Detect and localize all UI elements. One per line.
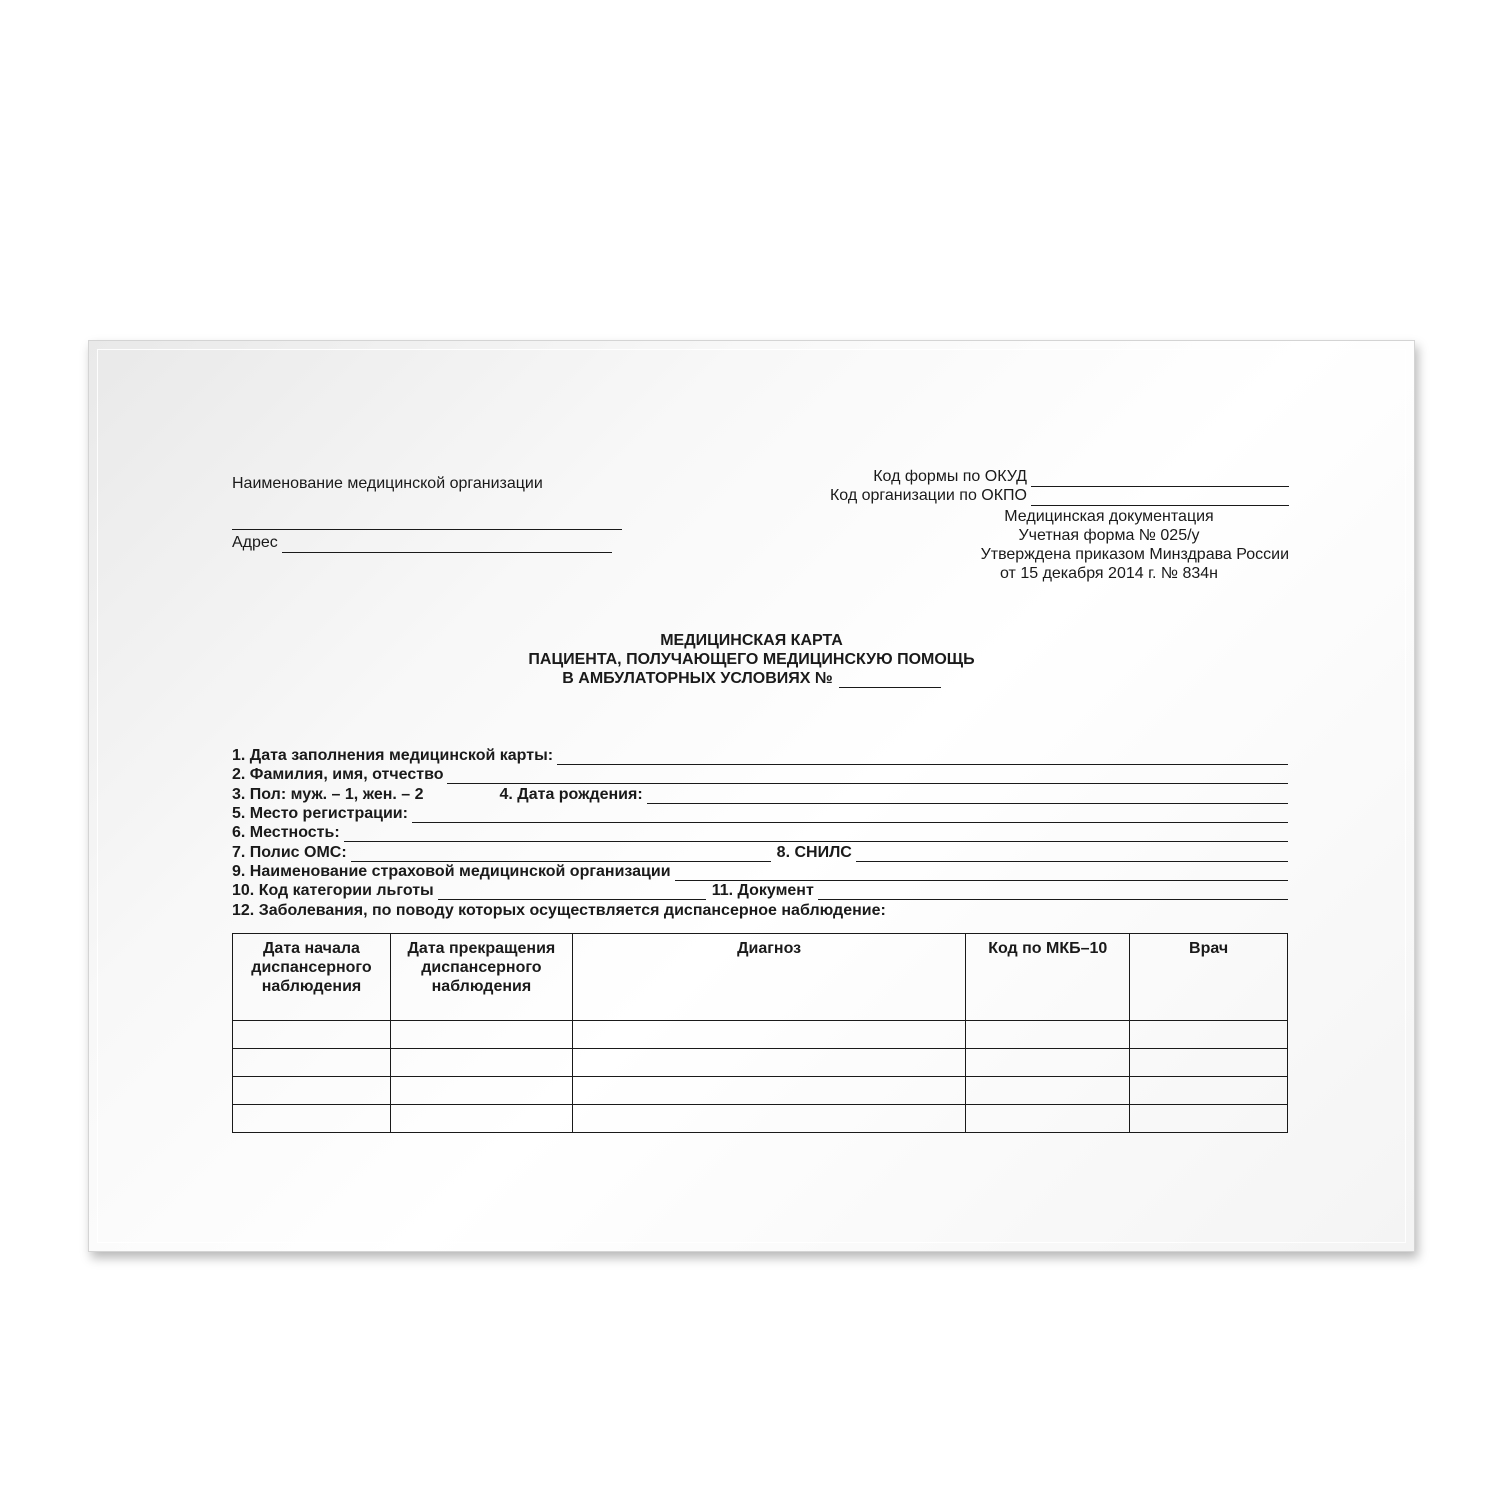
field-insurer-input[interactable] <box>675 866 1288 881</box>
okpo-label: Код организации по ОКПО <box>829 487 1027 504</box>
field-benefit-label: 10. Код категории льготы <box>232 882 434 899</box>
field-document-input[interactable] <box>818 885 1288 900</box>
address-row <box>232 533 612 553</box>
field-locality-label: 6. Местность: <box>232 824 340 841</box>
field-diseases-label: 12. Заболевания, по поводу которых осуществляется диспансерное наблюдение: <box>232 902 886 919</box>
okud-field[interactable] <box>1031 472 1289 487</box>
table-cell[interactable] <box>233 1077 391 1105</box>
title-line-2: ПАЦИЕНТА, ПОЛУЧАЮЩЕГО МЕДИЦИНСКУЮ ПОМОЩЬ <box>528 651 975 668</box>
form-sheet <box>88 340 1415 1252</box>
field-sex-birth <box>232 785 1288 804</box>
field-sex-label: 3. Пол: муж. – 1, жен. – 2 <box>232 786 424 803</box>
address-field[interactable] <box>282 538 612 553</box>
field-oms-snils <box>232 843 1288 862</box>
field-oms-input[interactable] <box>351 847 771 862</box>
table-cell[interactable] <box>390 1105 572 1133</box>
table-cell[interactable] <box>572 1049 965 1077</box>
table-cell[interactable] <box>233 1049 391 1077</box>
org-name-line[interactable] <box>232 529 622 530</box>
card-number-label: В АМБУЛАТОРНЫХ УСЛОВИЯХ № <box>562 670 833 687</box>
table-cell[interactable] <box>233 1105 391 1133</box>
card-number-field[interactable] <box>839 673 941 688</box>
field-document-label: 11. Документ <box>711 882 814 899</box>
field-fill-date-input[interactable] <box>557 750 1288 765</box>
col-end-date: Дата прекращения диспансерного наблюдения <box>390 934 572 1021</box>
field-birth-date-input[interactable] <box>647 789 1288 804</box>
field-snils-input[interactable] <box>856 847 1288 862</box>
okpo-row <box>789 486 1289 506</box>
col-icd10: Код по МКБ–10 <box>966 934 1130 1021</box>
okpo-field[interactable] <box>1031 491 1289 506</box>
table-cell[interactable] <box>966 1105 1130 1133</box>
org-name-label: Наименование медицинской организации <box>232 475 543 492</box>
approved-date: от 15 декабря 2014 г. № 834н <box>1000 565 1218 582</box>
field-full-name <box>232 765 1288 784</box>
field-fill-date <box>232 746 1288 765</box>
col-diagnosis: Диагноз <box>572 934 965 1021</box>
field-insurer <box>232 862 1288 881</box>
field-insurer-label: 9. Наименование страховой медицинской организации <box>232 863 671 880</box>
okud-row <box>789 467 1289 487</box>
table-cell[interactable] <box>1130 1077 1288 1105</box>
table-cell[interactable] <box>390 1049 572 1077</box>
address-label: Адрес <box>232 534 278 551</box>
okud-label: Код формы по ОКУД <box>873 468 1027 485</box>
table-cell[interactable] <box>572 1021 965 1049</box>
col-start-date: Дата начала диспансерного наблюдения <box>233 934 391 1021</box>
approved-by: Утверждена приказом Минздрава России <box>980 546 1289 563</box>
field-benefit-input[interactable] <box>438 885 706 900</box>
table-cell[interactable] <box>572 1077 965 1105</box>
table-cell[interactable] <box>233 1021 391 1049</box>
field-full-name-input[interactable] <box>447 769 1288 784</box>
table-row <box>233 1105 1288 1133</box>
field-full-name-label: 2. Фамилия, имя, отчество <box>232 766 444 783</box>
title-line-3 <box>89 669 1414 688</box>
table-row <box>233 1077 1288 1105</box>
field-locality <box>232 823 1288 842</box>
title-line-1: МЕДИЦИНСКАЯ КАРТА <box>660 632 843 649</box>
field-locality-input[interactable] <box>344 827 1288 842</box>
table-cell[interactable] <box>966 1049 1130 1077</box>
field-benefit-doc <box>232 881 1288 900</box>
table-cell[interactable] <box>1130 1049 1288 1077</box>
col-doctor: Врач <box>1130 934 1288 1021</box>
table-cell[interactable] <box>572 1105 965 1133</box>
field-birth-date-label: 4. Дата рождения: <box>499 786 643 803</box>
table-cell[interactable] <box>966 1077 1130 1105</box>
table-cell[interactable] <box>966 1021 1130 1049</box>
field-registration-input[interactable] <box>412 808 1288 823</box>
form-number: Учетная форма № 025/у <box>1018 527 1200 544</box>
table-header-row <box>233 934 1288 1021</box>
table-row <box>233 1021 1288 1049</box>
table-cell[interactable] <box>390 1021 572 1049</box>
field-fill-date-label: 1. Дата заполнения медицинской карты: <box>232 747 554 764</box>
table-cell[interactable] <box>1130 1105 1288 1133</box>
doc-type: Медицинская документация <box>1004 508 1214 525</box>
table-row <box>233 1049 1288 1077</box>
field-registration-label: 5. Место регистрации: <box>232 805 408 822</box>
observation-table <box>232 933 1288 1133</box>
table-cell[interactable] <box>390 1077 572 1105</box>
field-oms-label: 7. Полис ОМС: <box>232 844 347 861</box>
field-registration <box>232 804 1288 823</box>
field-snils-label: 8. СНИЛС <box>776 844 852 861</box>
table-cell[interactable] <box>1130 1021 1288 1049</box>
field-diseases <box>232 901 886 920</box>
